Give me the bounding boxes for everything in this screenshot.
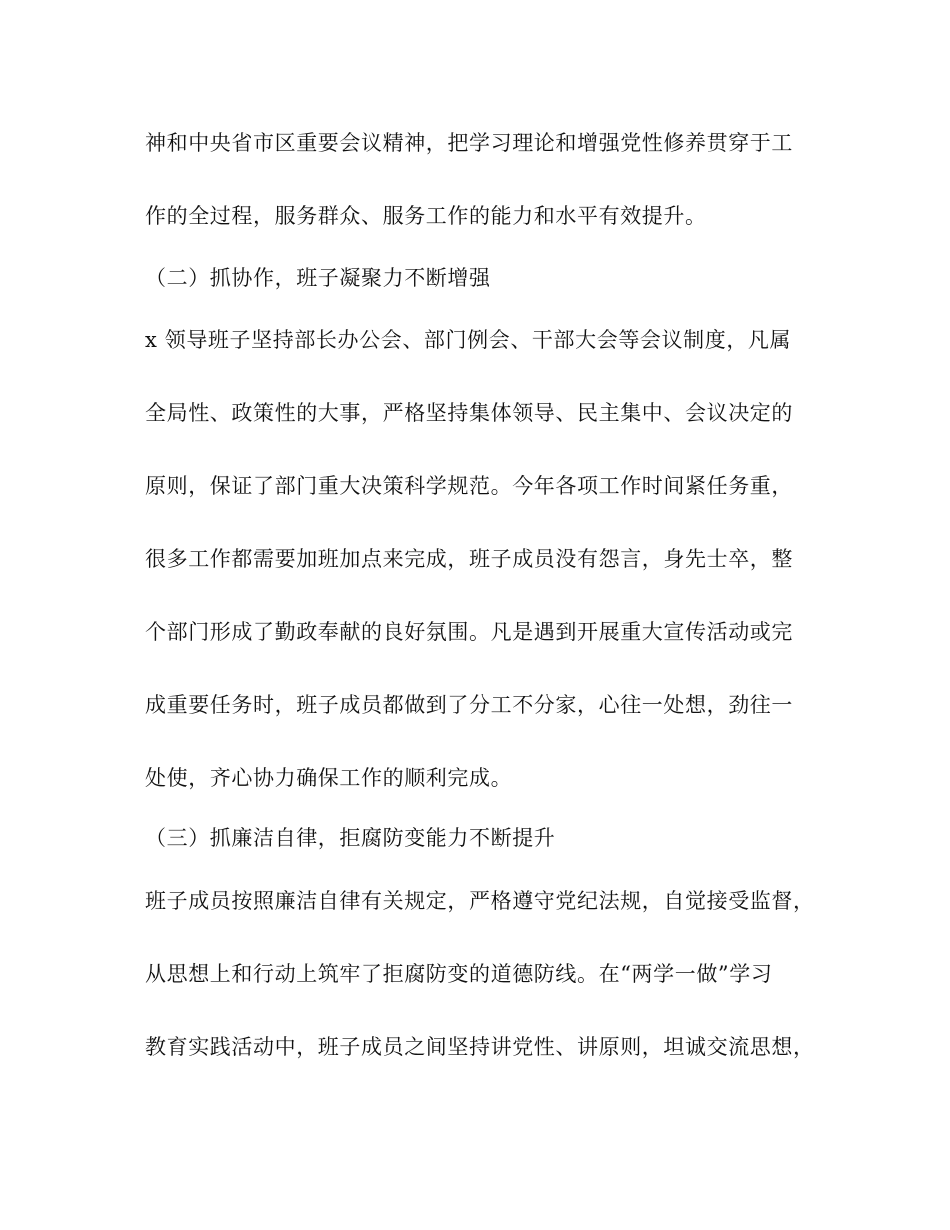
paragraph-line: 原则，保证了部门重大决策科学规范。今年各项工作时间紧任务重， <box>145 474 793 498</box>
paragraph-line: 神和中央省市区重要会议精神，把学习理论和增强党性修养贯穿于工 <box>145 131 793 155</box>
paragraph-line: 班子成员按照廉洁自律有关规定，严格遵守党纪法规，自觉接受监督， <box>145 889 815 913</box>
paragraph-line: 教育实践活动中，班子成员之间坚持讲党性、讲原则，坦诚交流思想， <box>145 1035 815 1059</box>
paragraph-line: 处使，齐心协力确保工作的顺利完成。 <box>145 766 513 790</box>
paragraph-line: 成重要任务时，班子成员都做到了分工不分家，心往一处想，劲往一 <box>145 693 793 717</box>
paragraph-line: 很多工作都需要加班加点来完成，班子成员没有怨言，身先士卒，整 <box>145 547 793 571</box>
paragraph-line: 全局性、政策性的大事，严格坚持集体领导、民主集中、会议决定的 <box>145 401 793 425</box>
paragraph-line: x 领导班子坚持部长办公会、部门例会、干部大会等会议制度，凡属 <box>145 328 792 352</box>
paragraph-line: 从思想上和行动上筑牢了拒腐防变的道德防线。在“两学一做”学习 <box>145 962 773 986</box>
paragraph-line: 作的全过程，服务群众、服务工作的能力和水平有效提升。 <box>145 204 707 228</box>
paragraph-line: 个部门形成了勤政奉献的良好氛围。凡是遇到开展重大宣传活动或完 <box>145 620 793 644</box>
section-heading: （三）抓廉洁自律，拒腐防变能力不断提升 <box>145 826 556 850</box>
section-heading: （二）抓协作，班子凝聚力不断增强 <box>145 266 491 290</box>
